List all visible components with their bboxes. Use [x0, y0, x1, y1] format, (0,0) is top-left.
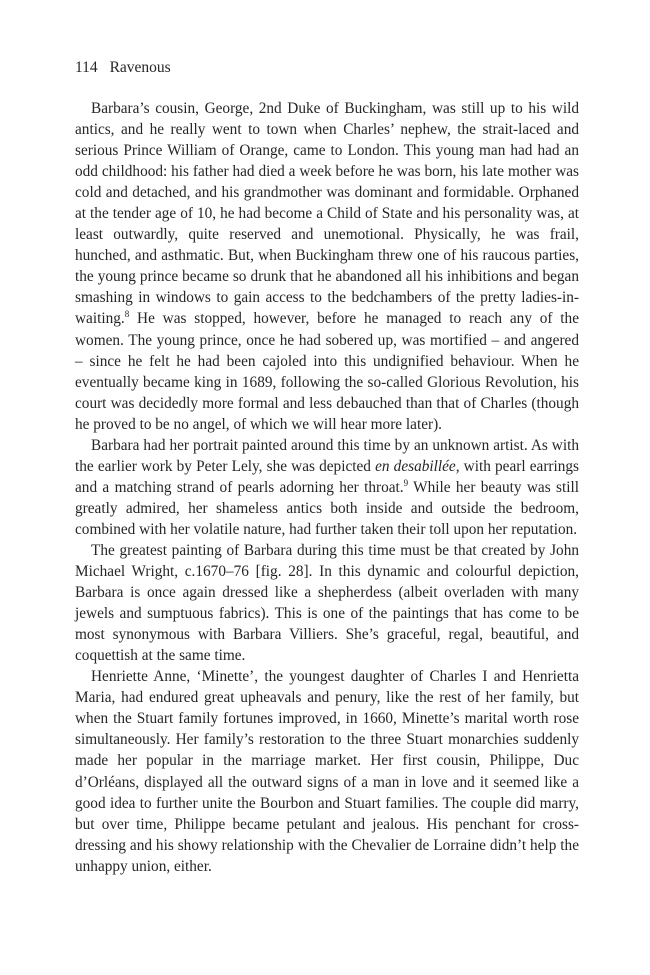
paragraph-4-text: Henriette Anne, ‘Minette’, the youngest daughter of Charles I and Henrietta Maria, had endured great upheavals and penury, like the rest of her family, but when the Stuart family fortunes improved, in 1660, Minette’s marital worth rose simultaneously. Her family’s restoration to the three Stuart monarchies suddenly made her popular in the marriage market. Her first cousin, Philippe, Duc d’Orléans, displayed all the outward signs of a man in love and it seemed like a good idea to further unite the Bourbon and Stuart families. The couple did marry, but over time, Philippe became petulant and jealous. His penchant for cross-dressing and his showy relationship with the Chevalier de Lorraine didn’t help the unhappy union, either. — [75, 668, 579, 875]
footnote-ref-8: 8 — [124, 309, 130, 320]
running-head — [75, 58, 171, 78]
paragraph-1-text-b: He was stopped, however, before he managed to reach any of the women. The young prince, once he had sobered up, was mortified – and angered – since he felt he had been cajoled into this undignified behaviour. When he eventually became king in 1689, following the so-called Glorious Revolution, his court was decidedly more formal and less debauched than that of Charles (though he proved to be no angel, of which we will hear more later). — [75, 310, 579, 433]
paragraph-3-text: The greatest painting of Barbara during this time must be that created by John Michael Wright, c.1670–76 [fig. 28]. In this dynamic and colourful depiction, Barbara is once again dressed like a shepherdess (albeit overladen with many jewels and sumptuous fabrics). This is one of the paintings that has come to be most synonymous with Barbara Villiers. She’s graceful, regal, beautiful, and coquettish at the same time. — [75, 541, 579, 665]
paragraph-1 — [75, 98, 579, 435]
book-title: Ravenous — [109, 59, 171, 76]
paragraph-2-text-c: While her beauty was still greatly admired, her shameless antics both inside and outside the bedroom, combined with her volatile nature, had further taken their toll upon her reputation. — [75, 478, 579, 538]
paragraph-3 — [75, 540, 579, 666]
body-text — [75, 98, 579, 877]
paragraph-2-text-b: with pearl earrings and a matching strand of pearls adorning her throat. — [75, 457, 580, 496]
paragraph-2-italic: en desabillée, — [375, 457, 460, 475]
paragraph-2-text-a: Barbara had her portrait painted around this time by an unknown artist. As with the earlier work by Peter Lely, she was depicted — [75, 436, 579, 475]
paragraph-2 — [75, 435, 579, 540]
paragraph-1-text-a: Barbara’s cousin, George, 2nd Duke of Buckingham, was still up to his wild antics, and he really went to town when Charles’ nephew, the strait-laced and serious Prince William of Orange, came to London. This young man had had an odd childhood: his father had died a week before he was born, his late mother was cold and detached, and his grandmother was dominant and formidable. Orphaned at the tender age of 10, he had become a Child of State and his personality was, at least outwardly, quite reserved and unemotional. Physically, he was frail, hunched, and asthmatic. But, when Buckingham threw one of his raucous parties, the young prince became so drunk that he abandoned all his inhibitions and began smashing in windows to gain access to the bedchambers of the pretty ladies-in-waiting. — [75, 100, 579, 328]
footnote-ref-9: 9 — [403, 477, 409, 488]
paragraph-4 — [75, 666, 579, 876]
page-number: 114 — [75, 59, 98, 76]
